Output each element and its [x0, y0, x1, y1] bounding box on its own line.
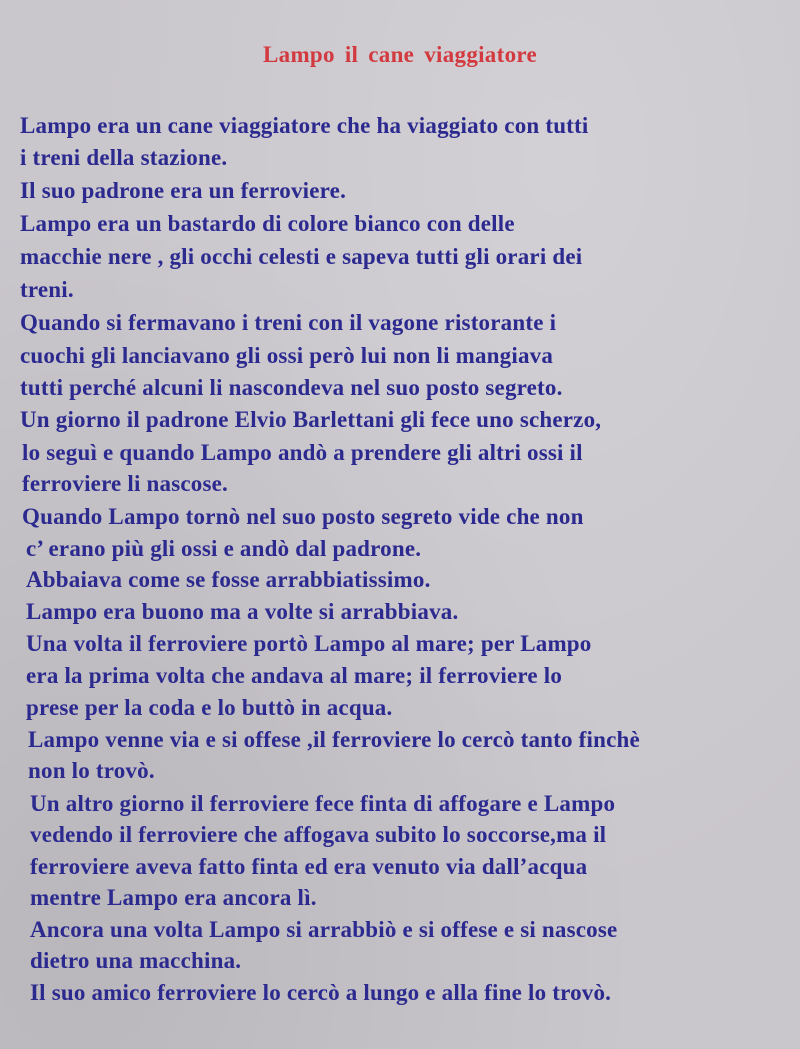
text-line: Un altro giorno il ferroviere fece finta di affogare e Lampo	[30, 791, 616, 816]
text-line: mentre Lampo era ancora lì.	[30, 885, 317, 910]
text-line: Lampo era buono ma a volte si arrabbiava.	[26, 599, 459, 624]
text-line: Una volta il ferroviere portò Lampo al mare; per Lampo	[26, 631, 592, 656]
text-line: Un giorno il padrone Elvio Barlettani gli fece uno scherzo,	[20, 407, 602, 432]
text-line: Lampo era un bastardo di colore bianco con delle	[20, 211, 515, 236]
text-line: c’ erano più gli ossi e andò dal padrone.	[26, 536, 422, 561]
text-line: Lampo era un cane viaggiatore che ha viaggiato con tutti	[20, 113, 589, 138]
text-line: Il suo amico ferroviere lo cercò a lungo e alla fine lo trovò.	[30, 980, 612, 1005]
text-line: Quando Lampo tornò nel suo posto segreto vide che non	[22, 504, 584, 529]
text-line: vedendo il ferroviere che affogava subito lo soccorse,ma il	[30, 822, 607, 847]
text-line: Quando si fermavano i treni con il vagone ristorante i	[20, 310, 557, 335]
text-line: dietro una macchina.	[30, 948, 242, 973]
text-line: Lampo venne via e si offese ,il ferroviere lo cercò tanto finchè	[28, 727, 640, 752]
text-line: tutti perché alcuni li nascondeva nel suo posto segreto.	[20, 375, 563, 400]
text-line: Ancora una volta Lampo si arrabbiò e si offese e si nascose	[30, 917, 618, 942]
text-line: macchie nere , gli occhi celesti e sapeva tutti gli orari dei	[20, 244, 583, 269]
text-line: ferroviere aveva fatto finta ed era venuto via dall’acqua	[30, 854, 588, 879]
text-line: treni.	[20, 277, 74, 302]
text-line: Abbaiava come se fosse arrabbiatissimo.	[26, 567, 431, 592]
text-line: ferroviere li nascose.	[22, 471, 229, 496]
text-line: cuochi gli lanciavano gli ossi però lui non li mangiava	[20, 343, 554, 368]
text-line: era la prima volta che andava al mare; il ferroviere lo	[26, 663, 563, 688]
text-line: Il suo padrone era un ferroviere.	[20, 178, 347, 203]
text-line: non lo trovò.	[28, 758, 155, 783]
text-line: lo seguì e quando Lampo andò a prendere gli altri ossi il	[22, 440, 583, 465]
text-line: prese per la coda e lo buttò in acqua.	[26, 695, 393, 720]
document-title: Lampo il cane viaggiatore	[263, 42, 537, 67]
text-line: i treni della stazione.	[20, 145, 228, 170]
